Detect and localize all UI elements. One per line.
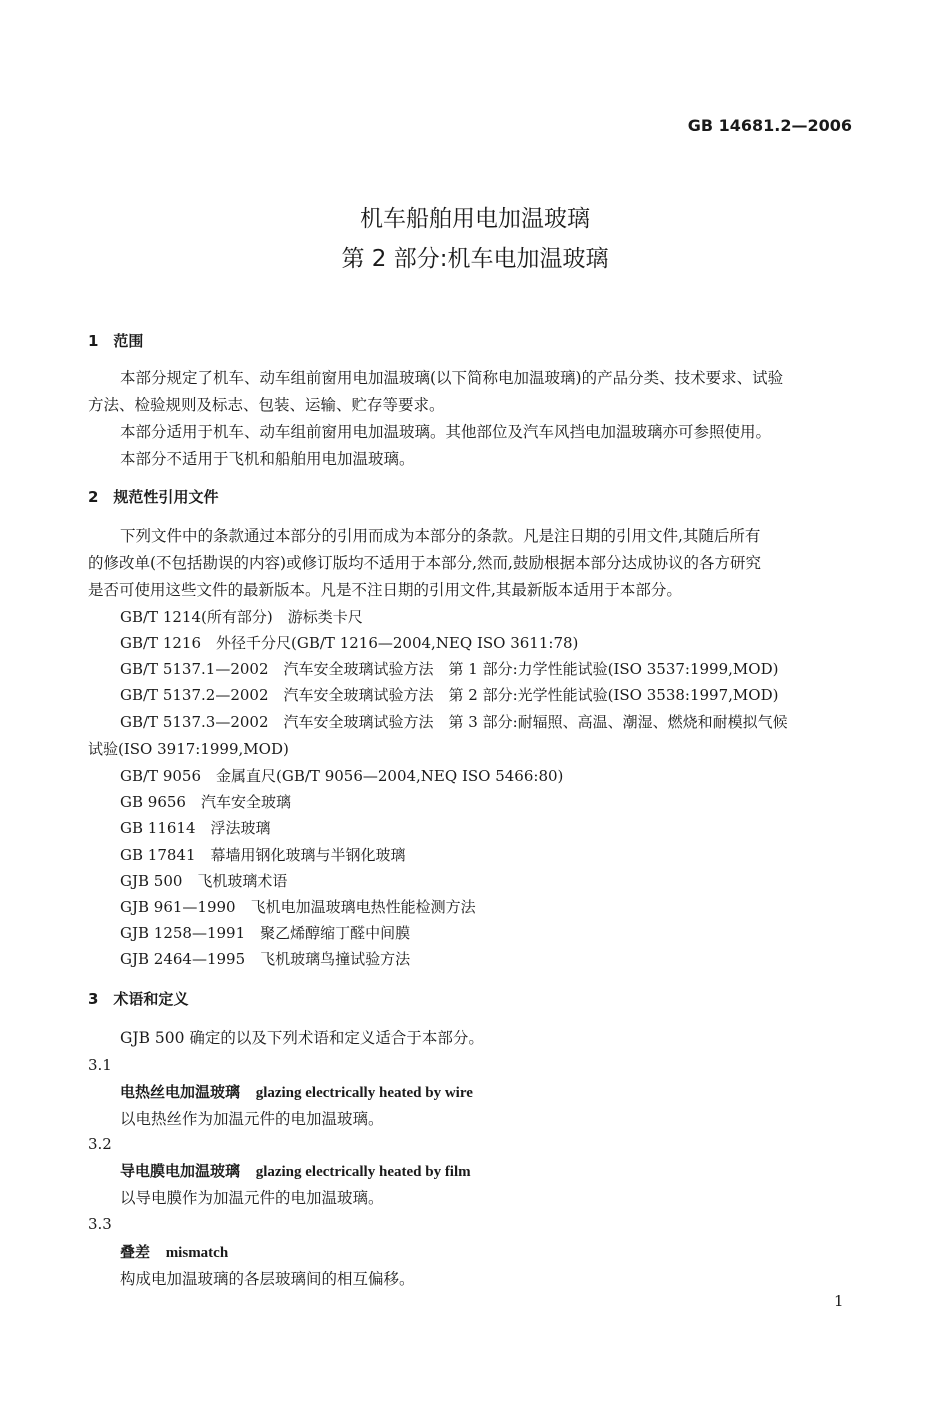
section-1-paragraph: 本部分适用于机车、动车组前窗用电加温玻璃。其他部位及汽车风挡电加温玻璃亦可参照使用。: [120, 423, 772, 441]
section-2-intro: 下列文件中的条款通过本部分的引用而成为本部分的条款。凡是注日期的引用文件,其随后所有: [120, 527, 761, 545]
reference-item: GB/T 1216 外径千分尺(GB/T 1216—2004,NEQ ISO 3611:78): [120, 634, 579, 652]
term-english: mismatch: [165, 1245, 229, 1261]
term-english: glazing electrically heated by film: [255, 1164, 471, 1180]
reference-item: GJB 961—1990 飞机电加温玻璃电热性能检测方法: [120, 898, 476, 916]
term-title: [120, 1241, 228, 1262]
reference-item: GB 17841 幕墙用钢化玻璃与半钢化玻璃: [120, 846, 406, 864]
term-definition: 以电热丝作为加温元件的电加温玻璃。: [120, 1110, 384, 1128]
term-title: [120, 1081, 473, 1102]
section-1-heading: 1 范围: [88, 332, 144, 350]
standard-code: GB 14681.2—2006: [687, 116, 852, 135]
reference-item: GJB 2464—1995 飞机玻璃鸟撞试验方法: [120, 950, 411, 968]
reference-item-continued: 试验(ISO 3917:1999,MOD): [88, 740, 289, 758]
term-english: glazing electrically heated by wire: [255, 1085, 473, 1101]
term-chinese: 叠差: [120, 1243, 151, 1261]
reference-item: GB/T 5137.2—2002 汽车安全玻璃试验方法 第 2 部分:光学性能试验(ISO 3538:1997,MOD): [120, 686, 779, 704]
document-subtitle: 第 2 部分:机车电加温玻璃: [341, 246, 609, 272]
section-2-intro: 的修改单(不包括勘误的内容)或修订版均不适用于本部分,然而,鼓励根据本部分达成协议的各方研究: [88, 554, 761, 572]
term-number: 3.3: [88, 1215, 112, 1233]
section-3-heading: 3 术语和定义: [88, 990, 189, 1008]
section-1-paragraph: 本部分规定了机车、动车组前窗用电加温玻璃(以下简称电加温玻璃)的产品分类、技术要求、试验: [120, 369, 784, 387]
term-number: 3.1: [88, 1056, 112, 1074]
section-2-heading: 2 规范性引用文件: [88, 488, 219, 506]
section-3-intro: GJB 500 确定的以及下列术语和定义适合于本部分。: [120, 1029, 484, 1047]
reference-item: GB/T 5137.1—2002 汽车安全玻璃试验方法 第 1 部分:力学性能试验(ISO 3537:1999,MOD): [120, 660, 779, 678]
page-number: 1: [834, 1292, 844, 1310]
term-definition: 构成电加温玻璃的各层玻璃间的相互偏移。: [120, 1270, 415, 1288]
reference-item: GJB 1258—1991 聚乙烯醇缩丁醛中间膜: [120, 924, 411, 942]
reference-item: GJB 500 飞机玻璃术语: [120, 872, 288, 890]
term-title: [120, 1160, 471, 1181]
reference-item: GB/T 9056 金属直尺(GB/T 9056—2004,NEQ ISO 5466:80): [120, 767, 564, 785]
section-1-paragraph: 方法、检验规则及标志、包装、运输、贮存等要求。: [88, 396, 445, 414]
reference-item: GB 9656 汽车安全玻璃: [120, 793, 291, 811]
reference-item: GB/T 5137.3—2002 汽车安全玻璃试验方法 第 3 部分:耐辐照、高温、潮湿、燃烧和耐模拟气候: [120, 713, 788, 731]
term-chinese: 电热丝电加温玻璃: [120, 1083, 241, 1101]
reference-item: GB/T 1214(所有部分) 游标类卡尺: [120, 608, 363, 626]
document-title: 机车船舶用电加温玻璃: [360, 206, 590, 232]
section-1-paragraph: 本部分不适用于飞机和船舶用电加温玻璃。: [120, 450, 415, 468]
term-chinese: 导电膜电加温玻璃: [120, 1162, 241, 1180]
section-2-intro: 是否可使用这些文件的最新版本。凡是不注日期的引用文件,其最新版本适用于本部分。: [88, 581, 682, 599]
reference-item: GB 11614 浮法玻璃: [120, 819, 271, 837]
term-number: 3.2: [88, 1135, 112, 1153]
term-definition: 以导电膜作为加温元件的电加温玻璃。: [120, 1189, 384, 1207]
